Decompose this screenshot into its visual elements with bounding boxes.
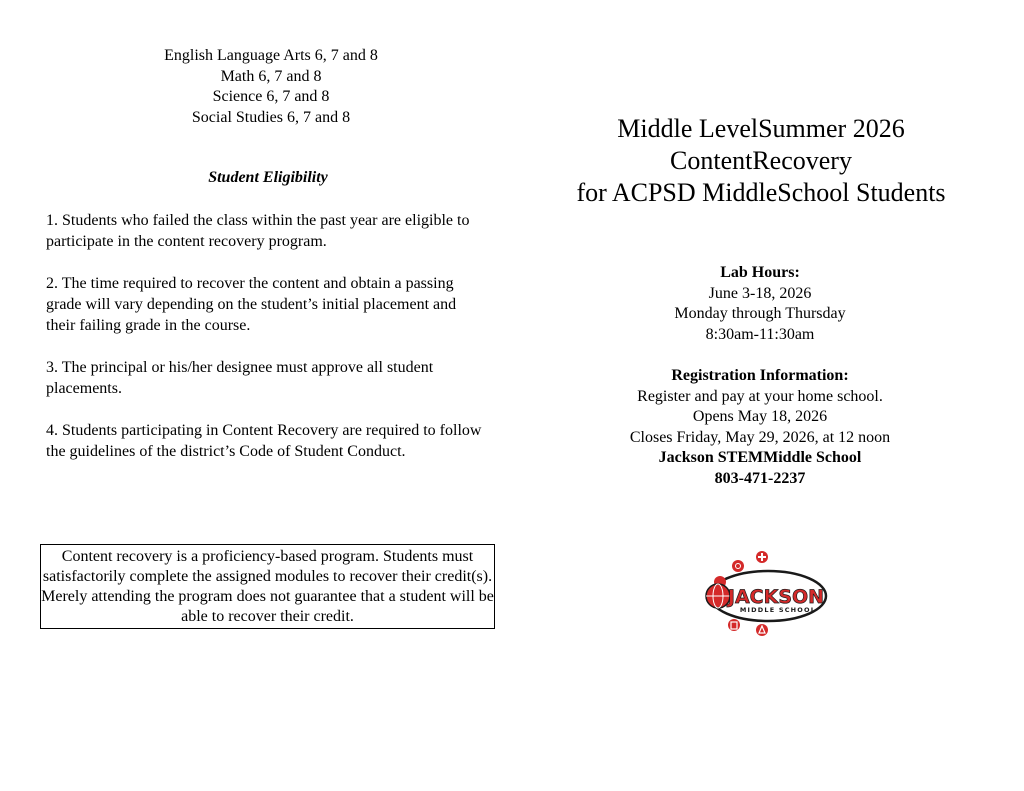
- registration-line: Register and pay at your home school.: [637, 387, 883, 405]
- title-line: Middle LevelSummer 2026: [617, 114, 905, 143]
- info-section: [580, 263, 940, 489]
- lab-hours-time: 8:30am-11:30am: [705, 325, 815, 343]
- eligibility-list: [46, 210, 506, 483]
- eligibility-item: 1. Students who failed the class within the past year are eligible to participate in the content recovery program.: [46, 212, 470, 250]
- notice-text: Content recovery is a proficiency-based program. Students must satisfactorily complete the assigned modules to recover their credit(s). Merely attending the program does not guarantee that a student will be able to recover their credit.: [41, 548, 494, 625]
- subject-item: Social Studies 6, 7 and 8: [191, 108, 351, 126]
- title-line: ContentRecovery: [670, 146, 852, 175]
- logo-orbit-icon: [732, 560, 744, 572]
- eligibility-item: 4. Students participating in Content Recovery are required to follow the guidelines of the district’s Code of Student Conduct.: [46, 422, 482, 460]
- subject-item: Science 6, 7 and 8: [212, 88, 330, 105]
- school-phone: 803-471-2237: [714, 469, 806, 487]
- title-line: for ACPSD MiddleSchool Students: [576, 178, 946, 207]
- page-title: [540, 113, 982, 209]
- school-name: Jackson STEMMiddle School: [658, 449, 862, 466]
- logo-wordmark: JACKSON: [727, 586, 825, 608]
- registration-closes: Closes Friday, May 29, 2026, at 12 noon: [629, 428, 891, 446]
- logo-subtext: MIDDLE SCHOOL: [739, 606, 817, 614]
- lab-hours-days: Monday through Thursday: [674, 305, 846, 322]
- eligibility-item: 2. The time required to recover the content and obtain a passing grade will vary depending on the student’s initial placement and their failing grade in the course.: [46, 275, 457, 334]
- lab-hours-dates: June 3-18, 2026: [708, 284, 812, 302]
- registration-heading: Registration Information:: [671, 367, 849, 384]
- notice-box: [40, 544, 495, 629]
- subject-item: Math 6, 7 and 8: [220, 67, 322, 85]
- subjects-list: [40, 46, 502, 128]
- jackson-logo: [700, 547, 830, 642]
- eligibility-heading: Student Eligibility: [208, 169, 328, 186]
- subject-item: English Language Arts 6, 7 and 8: [164, 47, 378, 64]
- lab-hours-heading: Lab Hours:: [720, 264, 800, 281]
- eligibility-item: 3. The principal or his/her designee must approve all student placements.: [46, 359, 434, 397]
- registration-opens: Opens May 18, 2026: [692, 408, 828, 425]
